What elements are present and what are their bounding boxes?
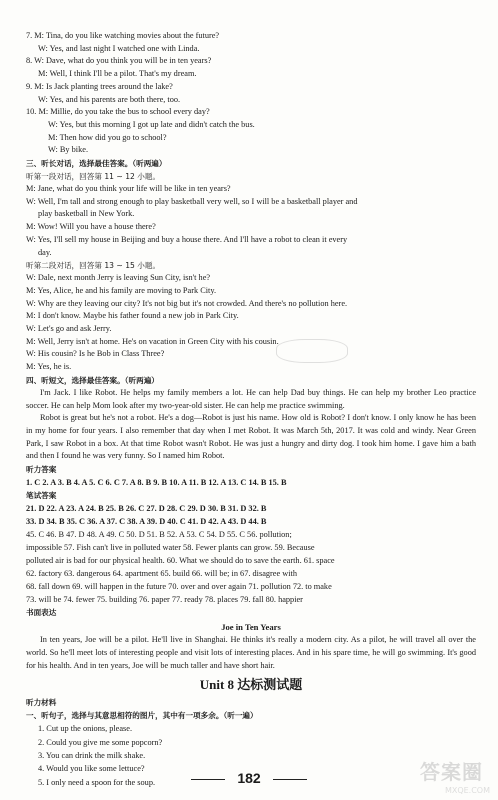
dash-right: [273, 779, 307, 781]
unit-title: Unit 8 达标测试题: [199, 677, 303, 693]
answer-line: 21. D 22. A 23. A 24. B 25. B 26. C 27. D 28. C 29. D 30. B 31. D 32. B: [26, 504, 267, 514]
dialogue-line: 9. M: Is Jack planting trees around the lake?: [26, 81, 173, 91]
dialogue-line: M: Well, I think I'll be a pilot. That's my dream.: [38, 69, 197, 79]
essay-body: In ten years, Joe will be a pilot. He'll live in Shanghai. He thinks it's really a modern city. As a pilot, he will travel all over the world. So he'll meet lots of interesting people and visit lots of interesting places. And in his spare time, he will go swimming. It's good for his health. And in ten years, Joe will be much taller and have short hair.: [26, 635, 476, 670]
stamp-mark: [276, 339, 348, 363]
answer-line: polluted air is bad for our physical health. 60. What we should do to save the earth. 61. space: [26, 556, 335, 566]
dialogue-2: [26, 272, 476, 374]
watermark-url: MXQE.COM: [444, 786, 490, 795]
dialogue-line: W: Yes, and last night I watched one with Linda.: [38, 43, 200, 53]
dialogue-line: M: Then how did you go to school?: [48, 132, 167, 142]
dialogue-line: W: His cousin? Is he Bob in Class Three?: [26, 349, 165, 359]
dialogue-line: W: Well, I'm tall and strong enough to play basketball very well, so I will be a basketball player and: [26, 196, 358, 206]
dialogue-line: W: Dale, next month Jerry is leaving Sun City, isn't he?: [26, 273, 211, 283]
answer-line: impossible 57. Fish can't live in polluted water 58. Fewer plants can grow. 59. Because: [26, 543, 315, 553]
dialogue-line: 7. M: Tina, do you like watching movies about the future?: [26, 31, 220, 40]
page-number-text: 182: [237, 770, 261, 786]
dialogue-line: 8. W: Dave, what do you think you will be in ten years?: [26, 56, 212, 66]
dialogue-line: M: Yes, he is.: [26, 362, 72, 372]
section-3-sub-1: 听第一段对话，回答第 11 ~ 12 小题。: [26, 172, 161, 182]
writing-title: 书面表达: [26, 608, 57, 618]
list-item: 4. Would you like some lettuce?: [38, 764, 145, 774]
list-item: 1. Cut up the onions, please.: [38, 724, 133, 734]
dialogue-line: play basketball in New York.: [38, 209, 135, 219]
section-3-sub-2: 听第二段对话，回答第 13 ~ 15 小题。: [26, 261, 161, 271]
dialogue-line: M: I don't know. Maybe his father found a new job in Park City.: [26, 311, 239, 321]
dialogue-line: W: By bike.: [48, 145, 89, 155]
section-3-title: 三、听长对话，选择最佳答案。（听两遍）: [26, 159, 167, 169]
listening-answers-title: 听力答案: [26, 465, 57, 475]
list-item: 2. Could you give me some popcorn?: [38, 737, 163, 747]
dialogue-line: M: Jane, what do you think your life will be like in ten years?: [26, 184, 231, 194]
answer-line: 73. will be 74. fewer 75. building 76. paper 77. ready 78. places 79. fall 80. happier: [26, 595, 303, 605]
dialogue-line: W: Let's go and ask Jerry.: [26, 324, 112, 334]
watermark-text: 答案圈: [420, 760, 483, 784]
dialogue-top: [26, 30, 476, 157]
dialogue-line: 10. M: Millie, do you take the bus to school every day?: [26, 107, 210, 117]
dialogue-line: W: Why are they leaving our city? It's not big but it's not crowded. And there's no pollution here.: [26, 298, 348, 308]
dialogue-line: M: Yes, Alice, he and his family are moving to Park City.: [26, 285, 217, 295]
dialogue-line: M: Wow! Will you have a house there?: [26, 222, 156, 232]
dash-left: [191, 779, 225, 781]
written-answers-title: 笔试答案: [26, 491, 57, 501]
listening-answers: 1. C 2. A 3. B 4. A 5. C 6. C 7. A 8. B 9. B 10. A 11. B 12. A 13. C 14. B 15. B: [26, 478, 287, 488]
dialogue-line: M: Well, Jerry isn't at home. He's on vacation in Green City with his cousin.: [26, 336, 279, 346]
answer-line: 45. C 46. B 47. D 48. A 49. C 50. D 51. B 52. A 53. C 54. D 55. C 56. pollution;: [26, 530, 292, 540]
answer-line: 33. D 34. B 35. C 36. A 37. C 38. A 39. D 40. C 41. D 42. A 43. D 44. B: [26, 517, 267, 527]
watermark-logo: [420, 756, 490, 796]
list-item: 5. I only need a spoon for the soup.: [38, 777, 156, 787]
section-4-title: 四、听短文，选择最佳答案。（听两遍）: [26, 375, 159, 385]
list-item: 3. You can drink the milk shake.: [38, 751, 146, 761]
answer-line: 62. factory 63. dangerous 64. apartment 65. build 66. will be; in 67. disagree with: [26, 569, 297, 579]
section-1-title: 一、听句子，选择与其意思相符的图片，其中有一项多余。（听一遍）: [26, 711, 258, 721]
answer-line: 68. fall down 69. will happen in the future 70. over and over again 71. pollution 72. to make: [26, 582, 332, 592]
dialogue-line: W: Yes, but this morning I got up late and didn't catch the bus.: [48, 119, 255, 129]
dialogue-line: W: Yes, I'll sell my house in Beijing and buy a house there. And I'll have a robot to clean it every: [26, 234, 348, 244]
dialogue-1: [26, 183, 476, 259]
dialogue-line: W: Yes, and his parents are both there, too.: [38, 94, 181, 104]
listening-material-title: 听力材料: [26, 698, 57, 708]
essay-title: Joe in Ten Years: [221, 622, 281, 633]
dialogue-line: day.: [38, 247, 52, 257]
passage-paragraph: I'm Jack. I like Robot. He helps my family members a lot. He can help Dad buy things. He can help my brother Leo practice soccer. He can help Mom look after my two-year-old sister. He can help me practice swimming.: [26, 387, 476, 410]
written-answers: [26, 502, 476, 606]
passage-paragraph: Robot is great but he's not a robot. He's a dog—Robot is just his name. How old is Robot? I don't know. I only know he has been in my home for four years. I also remember that day when I met Robot. It was March 5th, 2017. It was cold and windy. Near Green Park, I saw Robot in a box. At that time Robot wasn't Robot. He was just a hungry and dirty dog. I took him home. I gave him a bath and then I found he was very funny. So I named him Robot.: [26, 413, 476, 461]
